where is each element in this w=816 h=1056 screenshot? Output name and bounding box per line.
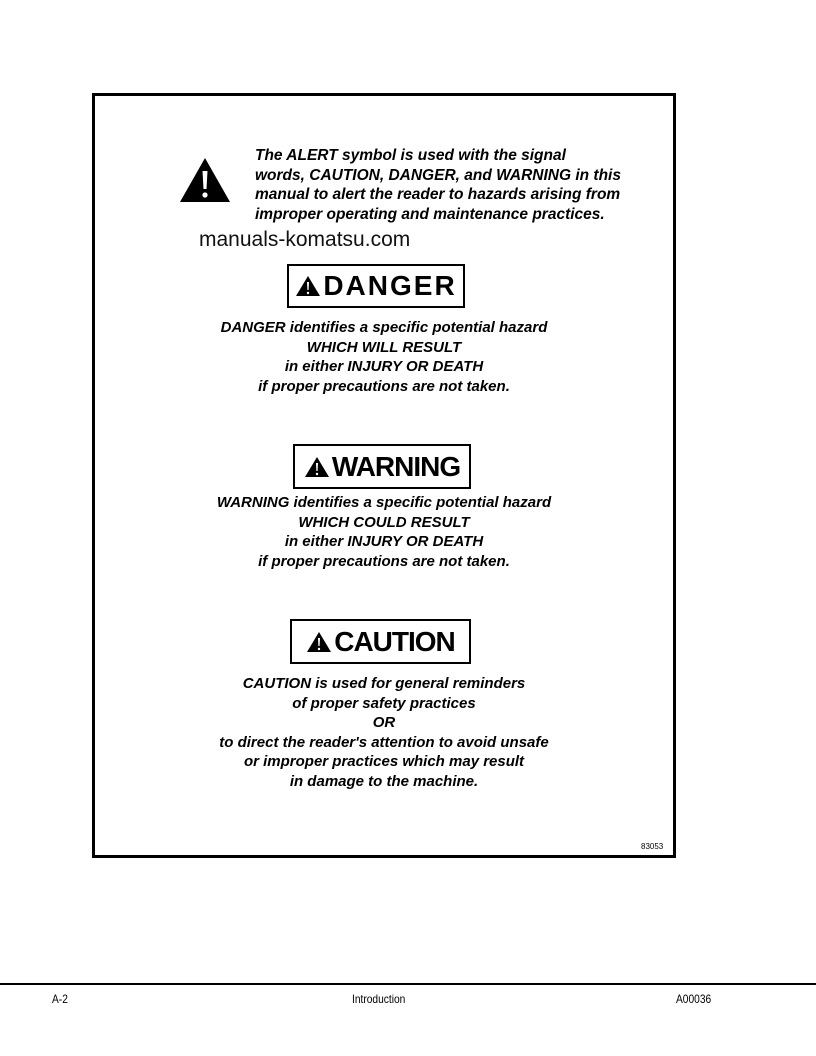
desc-line: if proper precautions are not taken. — [258, 377, 510, 395]
caution-label: CAUTION — [334, 625, 455, 657]
warning-description — [96, 493, 672, 571]
alert-intro — [178, 146, 648, 226]
warning-label: WARNING — [331, 450, 461, 482]
intro-line: manual to alert the reader to hazards arising from — [255, 186, 621, 203]
desc-line: to direct the reader's attention to avoid unsafe — [219, 733, 549, 751]
danger-signal-box — [287, 264, 465, 308]
desc-line: OR — [372, 714, 396, 731]
alert-triangle-icon — [178, 156, 232, 204]
intro-line: improper operating and maintenance practices. — [255, 205, 605, 223]
desc-line: WARNING identifies a specific potential hazard — [216, 494, 552, 511]
footer-page-number: A-2 — [52, 992, 68, 1006]
desc-line: WHICH COULD RESULT — [298, 513, 470, 531]
desc-line: DANGER identifies a specific potential hazard — [220, 319, 548, 336]
watermark-text: manuals-komatsu.com — [199, 228, 411, 251]
desc-line: if proper precautions are not taken. — [258, 552, 510, 570]
desc-line: in either INJURY OR DEATH — [284, 533, 484, 550]
desc-line: CAUTION is used for general reminders — [242, 675, 526, 692]
figure-number: 83053 — [641, 842, 664, 851]
footer-doc-code: A00036 — [676, 992, 712, 1006]
footer-section-title: Introduction — [352, 992, 406, 1006]
desc-line: or improper practices which may result — [243, 753, 525, 770]
intro-line: The ALERT symbol is used with the signal — [255, 147, 566, 164]
alert-intro-text — [255, 146, 655, 224]
caution-signal-box — [290, 619, 471, 664]
footer-rule — [0, 983, 816, 985]
desc-line: WHICH WILL RESULT — [306, 338, 462, 356]
desc-line: in damage to the machine. — [289, 772, 479, 790]
desc-line: in either INJURY OR DEATH — [284, 358, 484, 375]
danger-description — [96, 318, 672, 396]
caution-description — [96, 674, 672, 791]
desc-line: of proper safety practices — [292, 694, 476, 712]
alert-triangle-icon — [304, 456, 330, 478]
danger-label: DANGER — [323, 270, 457, 301]
alert-triangle-icon — [295, 275, 321, 297]
warning-signal-box — [293, 444, 471, 489]
alert-triangle-icon — [306, 631, 332, 653]
intro-line: words, CAUTION, DANGER, and WARNING in this — [255, 166, 621, 184]
